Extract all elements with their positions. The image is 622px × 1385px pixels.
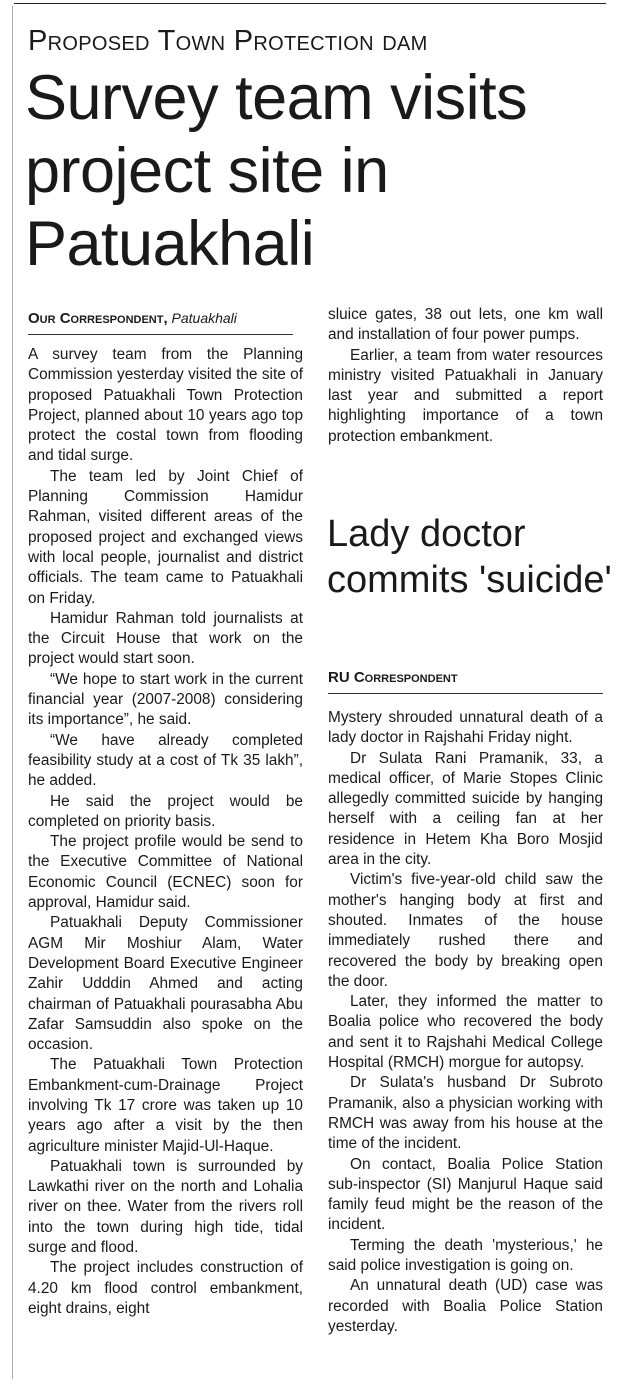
paragraph: The project profile would be send to the Executive Committee of National Economic Council (ECNEC) soon for approval, Hamidur said. — [28, 833, 303, 912]
paragraph: Earlier, a team from water resources ministry visited Patuakhali in January last year and submitted a report highlighting importance of a town protection embankment. — [328, 346, 603, 445]
byline — [28, 309, 293, 335]
paragraph: On contact, Boalia Police Station sub-inspector (SI) Manjurul Haque said family feud might be the reason of the incident. — [328, 1155, 603, 1234]
paragraph: Victim's five-year-old child saw the mother's hanging body at first and shouted. Inmates of the house immediately rushed there and recovered the body by breaking open the door. — [328, 871, 603, 990]
paragraph: Dr Sulata Rani Pramanik, 33, a medical officer, of Marie Stopes Clinic allegedly committed suicide by hanging herself with a ceiling fan at her residence in Hetem Kha Boro Mosjid area in the city. — [328, 749, 603, 869]
paragraph: He said the project would be completed on priority basis. — [28, 792, 303, 830]
story2-column — [328, 708, 603, 1337]
paragraph: Patuakhali Deputy Commissioner AGM Mir Moshiur Alam, Water Development Board Executive Engineer Zahir Udddin Ahmed and acting chairman of Patuakhali pourasabha Abu Zafar Samsuddin also spoke on the occasion. — [28, 914, 303, 1054]
paragraph: Terming the death 'mysterious,' he said police investigation is going on. — [328, 1236, 603, 1275]
paragraph: An unnatural death (UD) case was recorded with Boalia Police Station yesterday. — [328, 1277, 603, 1335]
paragraph: sluice gates, 38 out lets, one km wall and installation of four power pumps. — [328, 306, 603, 344]
top-rule — [14, 3, 606, 4]
paragraph: A survey team from the Planning Commission yesterday visited the site of proposed Patuakhali Town Protection Project, planned about 10 years ago top protect the costal town from flooding and tidal surge. — [28, 346, 303, 465]
paragraph: “We hope to start work in the current financial year (2007-2008) considering its importance”, he said. — [28, 670, 303, 729]
paragraph: Mystery shrouded unnatural death of a lady doctor in Rajshahi Friday night. — [328, 709, 603, 747]
left-rule — [12, 6, 13, 1379]
byline-label: RU Correspondent — [328, 669, 458, 686]
paragraph: The project includes construction of 4.20 km flood control embankment, eight drains, eight — [28, 1259, 303, 1317]
byline-label: Our Correspondent, — [28, 310, 168, 327]
story2-headline: Lady doctor commits 'suicide' — [327, 513, 612, 601]
paragraph: Dr Sulata's husband Dr Subroto Pramanik, also a physician working with RMCH was away from his house at the time of the incident. — [328, 1074, 603, 1153]
kicker: Proposed Town Protection dam — [28, 25, 428, 57]
headline: Survey team visits project site in Patuakhali — [25, 63, 528, 279]
paragraph: The Patuakhali Town Protection Embankment-cum-Drainage Project involving Tk 17 crore was taken up 10 years ago after a visit by the then agriculture minister Majid-Ul-Haque. — [28, 1056, 303, 1155]
byline-place: Patuakhali — [171, 310, 237, 326]
paragraph: The team led by Joint Chief of Planning Commission Hamidur Rahman, visited different areas of the proposed project and exchanged views with local people, journalist and district officials. The team came to Patuakhali on Friday. — [28, 467, 303, 607]
story1-column-1 — [28, 345, 303, 1319]
story2-byline — [328, 668, 603, 694]
paragraph: Later, they informed the matter to Boalia police who recovered the body and sent it to Rajshahi Medical College Hospital (RMCH) morgue for autopsy. — [328, 993, 603, 1072]
story1-continuation — [328, 305, 603, 447]
paragraph: Hamidur Rahman told journalists at the Circuit House that work on the project would start soon. — [28, 609, 303, 668]
paragraph: Patuakhali town is surrounded by Lawkathi river on the north and Lohalia river on thee. Water from the rivers roll into the town during high tide, tidal surge and flood. — [28, 1157, 303, 1257]
paragraph: “We have already completed feasibility study at a cost of Tk 35 lakh”, he added. — [28, 731, 303, 790]
